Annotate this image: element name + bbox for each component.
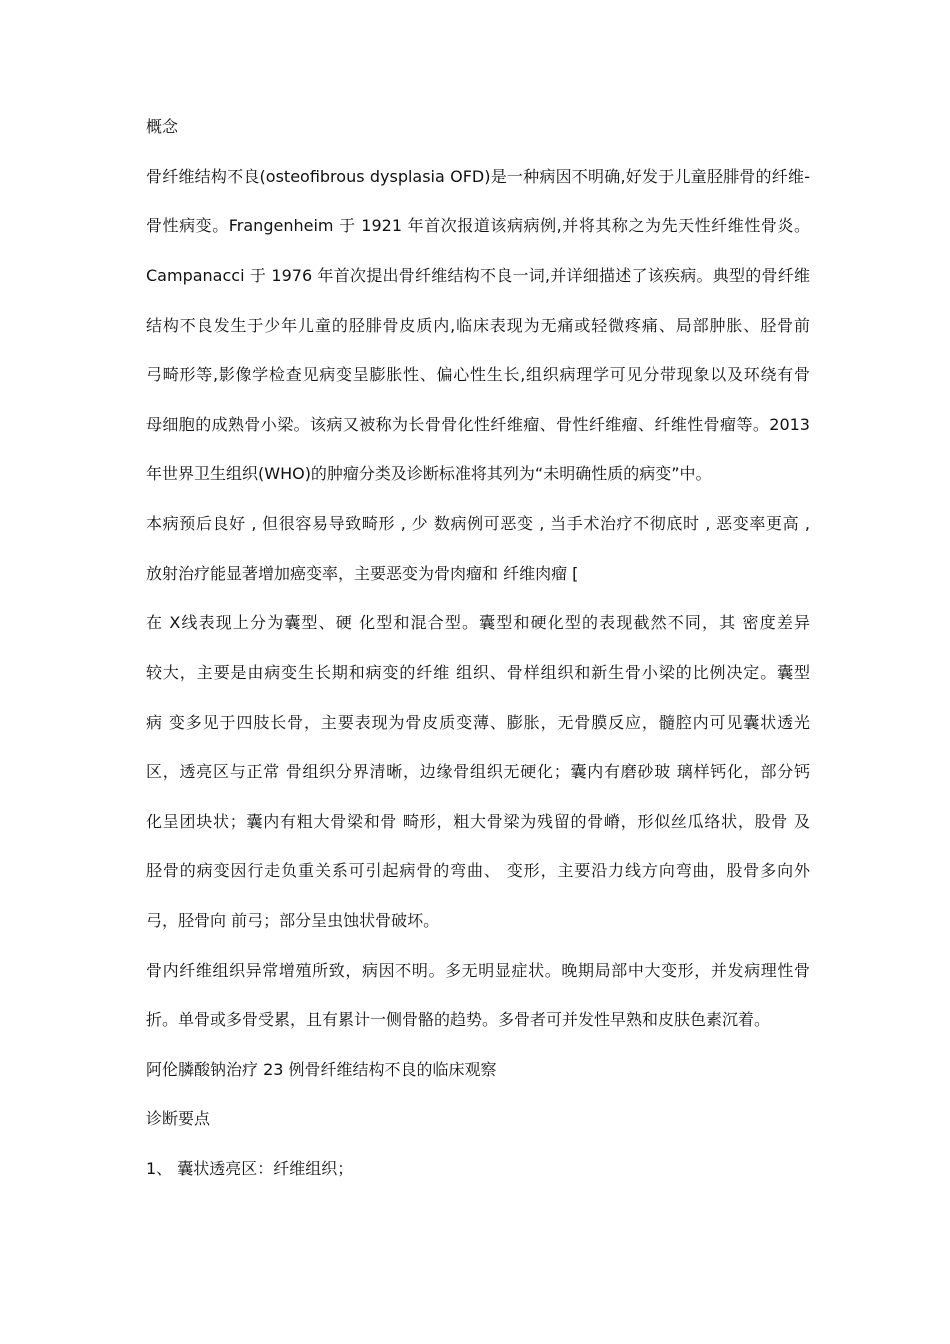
paragraph-line: 病 变多见于四肢长骨，主要表现为骨皮质变薄、膨胀，无骨膜反应，髓腔内可见囊状透光 (146, 713, 810, 732)
heading-concept: 概念 (146, 117, 179, 136)
paragraph-line: 本病预后良好 , 但很容易导致畸形 , 少 数病例可恶变 , 当手术治疗不彻底时 , 恶变率更高 , (146, 514, 810, 533)
paragraph-line: 结构不良发生于少年儿童的胫腓骨皮质内,临床表现为无痛或轻微疼痛、局部肿胀、胫骨前 (146, 316, 810, 335)
paragraph-line: 放射治疗能显著增加癌变率，主要恶变为骨肉瘤和 纤维肉瘤 [ (146, 564, 579, 583)
paragraph-line: 区，透亮区与正常 骨组织分界清晰，边缘骨组织无硬化；囊内有磨砂玻 璃样钙化，部分钙 (146, 762, 810, 781)
paragraph-line: 年世界卫生组织(WHO)的肿瘤分类及诊断标准将其列为“未明确性质的病变”中。 (146, 464, 712, 483)
paragraph-line: 在 X线表现上分为囊型、硬 化型和混合型。囊型和硬化型的表现截然不同，其 密度差异 (146, 613, 810, 632)
paragraph-line: 化呈团块状；囊内有粗大骨梁和骨 畸形，粗大骨梁为残留的骨嵴，形似丝瓜络状，股骨 及 (146, 812, 810, 831)
paragraph-line: Campanacci 于 1976 年首次提出骨纤维结构不良一词,并详细描述了该疾病。典型的骨纤维 (146, 266, 810, 285)
paragraph-line: 胫骨的病变因行走负重关系可引起病骨的弯曲、 变形，主要沿力线方向弯曲，股骨多向外 (146, 861, 810, 880)
paragraph-line: 骨内纤维组织异常增殖所致，病因不明。多无明显症状。晚期局部中大变形，并发病理性骨 (146, 961, 810, 980)
paragraph-line: 骨性病变。Frangenheim 于 1921 年首次报道该病病例,并将其称之为先天性纤维性骨炎。 (146, 216, 810, 235)
paragraph-line: 弓，胫骨向 前弓；部分呈虫蚀状骨破坏。 (146, 911, 440, 930)
paragraph-line: 弓畸形等,影像学检查见病变呈膨胀性、偏心性生长,组织病理学可见分带现象以及环绕有骨 (146, 365, 810, 384)
paragraph-line: 母细胞的成熟骨小梁。该病又被称为长骨骨化性纤维瘤、骨性纤维瘤、纤维性骨瘤等。2013 (146, 415, 810, 434)
heading-diagnosis-points: 诊断要点 (146, 1109, 211, 1128)
paragraph-line: 骨纤维结构不良(osteofibrous dysplasia OFD)是一种病因不明确,好发于儿童胫腓骨的纤维- (146, 167, 810, 186)
paragraph-line: 折。单骨或多骨受累，且有累计一侧骨骼的趋势。多骨者可并发性早熟和皮肤色素沉着。 (146, 1010, 771, 1029)
paragraph-line: 较大，主要是由病变生长期和病变的纤维 组织、骨样组织和新生骨小梁的比例决定。囊型 (146, 663, 810, 682)
list-item: 1、 囊状透亮区：纤维组织； (146, 1159, 354, 1178)
reference-title: 阿伦膦酸钠治疗 23 例骨纤维结构不良的临床观察 (146, 1060, 497, 1079)
